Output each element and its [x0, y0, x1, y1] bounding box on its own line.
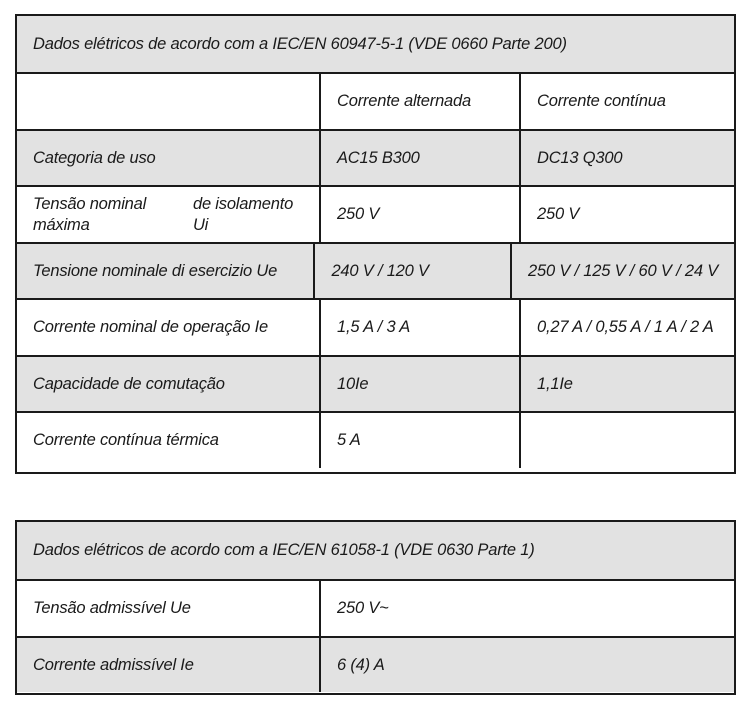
dc-value: 250 V / 125 V / 60 V / 24 V	[510, 244, 734, 298]
row-label: Tensão admissível Ue	[33, 599, 191, 617]
ac-value: 1,5 A / 3 A	[319, 300, 519, 355]
row-value: 6 (4) A	[319, 638, 734, 692]
dc-value	[519, 413, 734, 468]
header-cell-ac: Corrente alternada	[319, 74, 519, 129]
table-row	[17, 411, 734, 468]
row-label	[17, 187, 319, 242]
table-row	[17, 129, 734, 185]
ac-value: 250 V	[319, 187, 519, 242]
dc-value: 1,1Ie	[519, 357, 734, 411]
row-label: Categoria de uso	[33, 148, 156, 167]
ac-value: 240 V / 120 V	[313, 244, 510, 298]
table-title: Dados elétricos de acordo com a IEC/EN 61058-1 (VDE 0630 Parte 1)	[33, 541, 535, 559]
header-cell-dc: Corrente contínua	[519, 74, 734, 129]
table-row	[17, 355, 734, 411]
ac-value: 5 A	[319, 413, 519, 468]
row-label: Corrente contínua térmica	[33, 431, 219, 449]
dc-value: 0,27 A / 0,55 A / 1 A / 2 A	[519, 300, 734, 355]
table-header-row	[17, 72, 734, 129]
row-label: Tensione nominale di esercizio Ue	[33, 261, 278, 280]
row-label: Capacidade de comutação	[33, 374, 225, 393]
header-cell-empty	[17, 74, 319, 129]
table-row	[17, 298, 734, 355]
ac-value: AC15 B300	[319, 131, 519, 185]
row-label: Corrente admissível Ie	[33, 655, 194, 674]
row-label-line: de isolamento Ui	[192, 194, 294, 234]
table-row	[17, 579, 734, 636]
table-title: Dados elétricos de acordo com a IEC/EN 60947-5-1 (VDE 0660 Parte 200)	[33, 34, 567, 53]
row-label-line: Tensão nominal máxima	[33, 194, 147, 234]
ac-value: 10Ie	[319, 357, 519, 411]
table-title-row	[17, 16, 734, 72]
row-label: Corrente nominal de operação Ie	[33, 318, 269, 336]
dc-value: 250 V	[519, 187, 734, 242]
electrical-data-table-iec-61058	[15, 520, 736, 695]
table-row	[17, 242, 734, 298]
electrical-data-table-iec-60947	[15, 14, 736, 474]
dc-value: DC13 Q300	[519, 131, 734, 185]
row-value: 250 V~	[319, 581, 734, 636]
table-title-row	[17, 522, 734, 579]
table-row	[17, 636, 734, 692]
table-row	[17, 185, 734, 242]
